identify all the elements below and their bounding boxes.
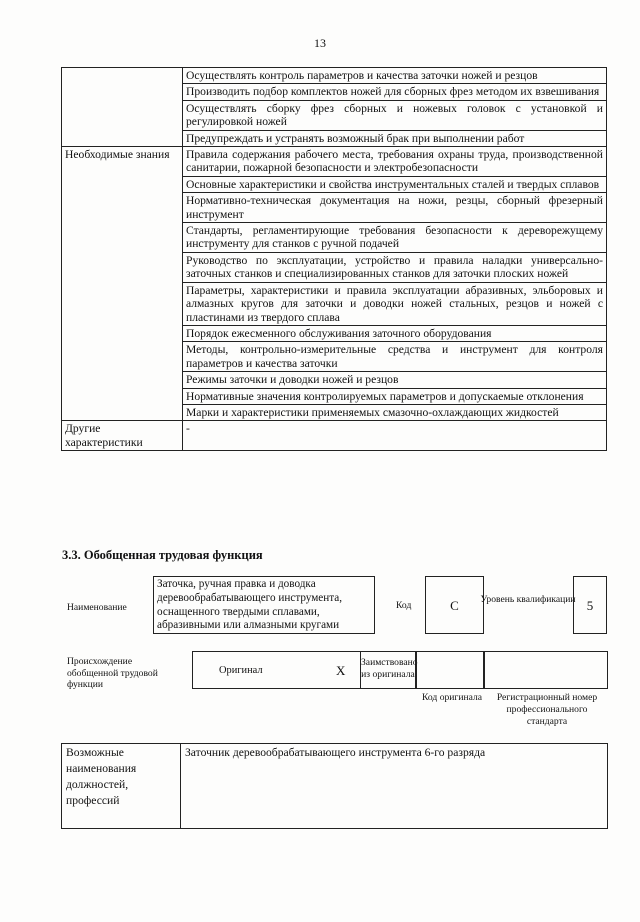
row-item: - [183, 421, 607, 451]
function-name-value: Заточка, ручная правка и доводка деревообрабатывающего инструмента, оснащенного твердыми сплавами, абразивными или алмазными кругами [153, 576, 375, 634]
row-item: Правила содержания рабочего места, требования охраны труда, производственной санитарии, пожарной безопасности и электробезопасности [183, 147, 607, 177]
row-item: Осуществлять контроль параметров и качества заточки ножей и резцов [183, 68, 607, 84]
code-label: Код [396, 600, 412, 611]
row-item: Параметры, характеристики и правила эксплуатации абразивных, эльборовых и алмазных кругов для заточки и доводки ножей стальных, резцов и ножей с пластинами из твердого сплава [183, 282, 607, 325]
origin-row [192, 651, 608, 689]
row-item: Нормативно-техническая документация на ножи, резцы, сборный фрезерный инструмент [183, 193, 607, 223]
reg-number-cell [484, 651, 608, 689]
row-item: Производить подбор комплектов ножей для сборных фрез методом их взвешивания [183, 84, 607, 100]
code-original-cell [416, 651, 484, 689]
original-mark: X [336, 663, 346, 678]
origin-label: Происхождение обобщенной трудовой функции [67, 656, 158, 690]
code-value: C [425, 576, 484, 634]
name-label: Наименование [67, 602, 127, 613]
table-row [62, 68, 607, 84]
borrowed-label: Заимствовано из оригинала [360, 651, 416, 689]
table-row [62, 147, 607, 177]
row-item: Осуществлять сборку фрез сборных и ножевых головок с установкой и регулировкой ножей [183, 100, 607, 130]
positions-label: Возможные наименования должностей, профессий [62, 744, 181, 829]
section-heading: 3.3. Обобщенная трудовая функция [62, 548, 263, 562]
row-label: Необходимые знания [62, 147, 183, 421]
knowledge-table [61, 67, 607, 451]
positions-table [61, 743, 608, 829]
qualification-level-label: Уровень квалификации [480, 594, 576, 605]
row-item: Марки и характеристики применяемых смазочно-охлаждающих жидкостей [183, 404, 607, 420]
row-label: Другие характеристики [62, 421, 183, 451]
original-label: Оригинал [219, 665, 263, 676]
reg-number-caption: Регистрационный номер профессионального стандарта [496, 692, 598, 727]
qualification-level-value: 5 [573, 576, 607, 634]
row-item: Методы, контрольно-измерительные средства и инструмент для контроля параметров и качества заточки [183, 342, 607, 372]
row-item: Стандарты, регламентирующие требования безопасности к дереворежущему инструменту для станков с ручной подачей [183, 223, 607, 253]
row-item: Руководство по эксплуатации, устройство и правила наладки универсально-заточных станков и специализированных станков для заточки плоских ножей [183, 252, 607, 282]
row-item: Режимы заточки и доводки ножей и резцов [183, 372, 607, 388]
row-item: Основные характеристики и свойства инструментальных сталей и твердых сплавов [183, 176, 607, 192]
page-number: 13 [314, 36, 326, 50]
row-item: Нормативные значения контролируемых параметров и допускаемые отклонения [183, 388, 607, 404]
row-item: Предупреждать и устранять возможный брак при выполнении работ [183, 130, 607, 146]
original-cell [192, 651, 322, 689]
original-mark-cell [322, 651, 360, 689]
row-label [62, 68, 183, 147]
table-row [62, 421, 607, 451]
positions-value: Заточник деревообрабатывающего инструмента 6-го разряда [181, 744, 608, 829]
code-original-caption: Код оригинала [421, 692, 483, 703]
row-item: Порядок ежесменного обслуживания заточного оборудования [183, 325, 607, 341]
